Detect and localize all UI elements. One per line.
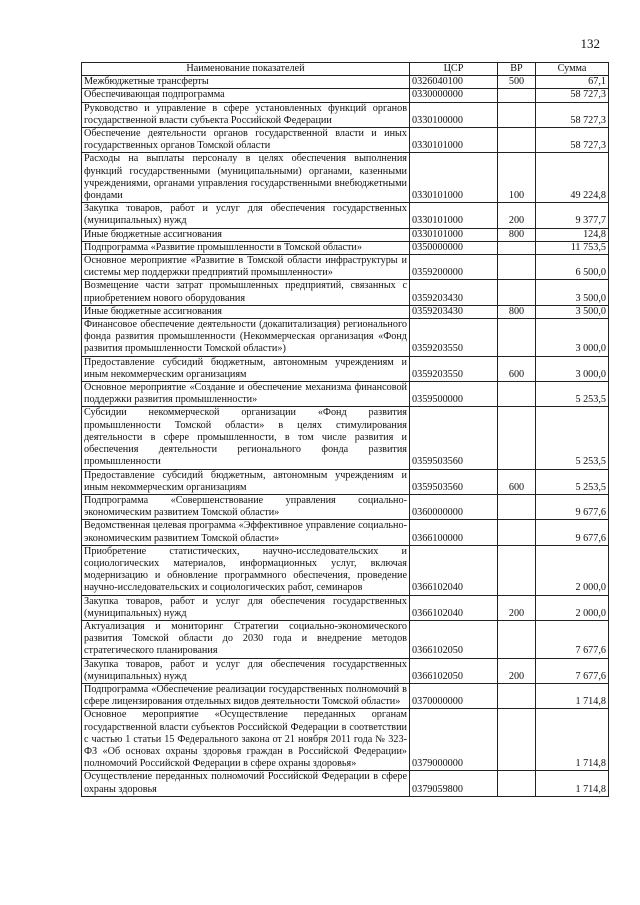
table-row (82, 280, 609, 305)
cell-vr (498, 102, 536, 127)
cell-csr: 0330000000 (410, 89, 498, 102)
table-row (82, 128, 609, 153)
cell-name: Закупка товаров, работ и услуг для обеспечения государственных (муниципальных) нужд (82, 203, 410, 228)
cell-name: Подпрограмма «Обеспечение реализации государственных полномочий в сфере лицензирования отдельных видов деятельности Томской области» (82, 683, 410, 708)
cell-vr (498, 255, 536, 280)
cell-csr: 0360000000 (410, 494, 498, 519)
cell-vr: 200 (498, 595, 536, 620)
cell-vr: 800 (498, 305, 536, 318)
cell-csr: 0359203430 (410, 280, 498, 305)
cell-sum: 11 753,5 (536, 241, 609, 254)
cell-vr (498, 620, 536, 658)
cell-csr: 0330100000 (410, 102, 498, 127)
table-row (82, 469, 609, 494)
table-row (82, 494, 609, 519)
table-row (82, 241, 609, 254)
cell-vr (498, 382, 536, 407)
table-row (82, 595, 609, 620)
cell-vr (498, 520, 536, 545)
cell-sum: 5 253,5 (536, 382, 609, 407)
cell-csr: 0359203430 (410, 305, 498, 318)
cell-csr: 0350000000 (410, 241, 498, 254)
cell-sum: 6 500,0 (536, 255, 609, 280)
cell-name: Финансовое обеспечение деятельности (докапитализация) регионального фонда развития промышленности (Некоммерческая организация «Фонд развития промышленности Томской области») (82, 319, 410, 357)
cell-name: Обеспечение деятельности органов государственной власти и иных государственных органов Томской области (82, 128, 410, 153)
cell-name: Закупка товаров, работ и услуг для обеспечения государственных (муниципальных) нужд (82, 595, 410, 620)
cell-csr: 0366102050 (410, 658, 498, 683)
cell-csr: 0366102040 (410, 595, 498, 620)
cell-csr: 0330101000 (410, 128, 498, 153)
cell-name: Подпрограмма «Совершенствование управления социально-экономическим развитием Томской области» (82, 494, 410, 519)
cell-sum: 7 677,6 (536, 620, 609, 658)
table-row (82, 620, 609, 658)
cell-vr (498, 494, 536, 519)
cell-vr (498, 683, 536, 708)
table-row (82, 203, 609, 228)
cell-sum: 1 714,8 (536, 771, 609, 796)
header-name: Наименование показателей (82, 63, 410, 76)
cell-sum: 58 727,3 (536, 102, 609, 127)
cell-vr (498, 545, 536, 595)
cell-sum: 9 377,7 (536, 203, 609, 228)
cell-vr: 600 (498, 356, 536, 381)
cell-name: Субсидии некоммерческой организации «Фонд развития промышленности Томской области» в целях стимулирования деятельности в сфере промышленности, в том числе развития и обеспечения деятельности регионального фонда развития промышленности (82, 407, 410, 469)
header-sum: Сумма (536, 63, 609, 76)
cell-csr: 0370000000 (410, 683, 498, 708)
cell-sum: 5 253,5 (536, 469, 609, 494)
cell-name: Возмещение части затрат промышленных предприятий, связанных с приобретением нового оборудования (82, 280, 410, 305)
cell-sum: 9 677,6 (536, 494, 609, 519)
cell-sum: 1 714,8 (536, 709, 609, 771)
cell-name: Расходы на выплаты персоналу в целях обеспечения выполнения функций государственными (муниципальными) органами, казенными учреждениями, органами управления государственными внебюджетными фондами (82, 153, 410, 203)
table-row (82, 683, 609, 708)
cell-csr: 0366102040 (410, 545, 498, 595)
cell-csr: 0359500000 (410, 382, 498, 407)
cell-csr: 0359203550 (410, 319, 498, 357)
table-row (82, 102, 609, 127)
table-row (82, 382, 609, 407)
cell-sum: 49 224,8 (536, 153, 609, 203)
cell-name: Межбюджетные трансферты (82, 76, 410, 89)
cell-csr: 0359200000 (410, 255, 498, 280)
cell-vr (498, 319, 536, 357)
table-row (82, 545, 609, 595)
table-row (82, 771, 609, 796)
cell-vr: 200 (498, 658, 536, 683)
cell-name: Обеспечивающая подпрограмма (82, 89, 410, 102)
cell-csr: 0379059800 (410, 771, 498, 796)
cell-vr: 100 (498, 153, 536, 203)
header-row (82, 63, 609, 76)
table-row (82, 407, 609, 469)
cell-csr: 0359203550 (410, 356, 498, 381)
cell-name: Закупка товаров, работ и услуг для обеспечения государственных (муниципальных) нужд (82, 658, 410, 683)
table-row (82, 658, 609, 683)
cell-name: Основное мероприятие «Осуществление переданных органам государственной власти субъектов Российской Федерации в соответствии с частью 1 статьи 15 Федерального закона от 21 ноября 2011 года № 323-ФЗ «Об основах охраны здоровья граждан в Российской Федерации» полномочий Российской Федерации в сфере охраны здоровья» (82, 709, 410, 771)
cell-sum: 7 677,6 (536, 658, 609, 683)
cell-name: Основное мероприятие «Создание и обеспечение механизма финансовой поддержки развития промышленности» (82, 382, 410, 407)
cell-vr (498, 128, 536, 153)
cell-sum: 9 677,6 (536, 520, 609, 545)
cell-csr: 0379000000 (410, 709, 498, 771)
cell-csr: 0359503560 (410, 407, 498, 469)
cell-vr (498, 709, 536, 771)
table-row (82, 709, 609, 771)
cell-sum: 3 000,0 (536, 319, 609, 357)
cell-name: Ведомственная целевая программа «Эффективное управление социально-экономическим развитием Томской области» (82, 520, 410, 545)
cell-vr (498, 280, 536, 305)
table-row (82, 76, 609, 89)
cell-sum: 67,1 (536, 76, 609, 89)
table-row (82, 356, 609, 381)
cell-csr: 0330101000 (410, 228, 498, 241)
cell-name: Основное мероприятие «Развитие в Томской области инфраструктуры и системы мер поддержки предприятий промышленности» (82, 255, 410, 280)
table-body (82, 76, 609, 797)
cell-vr: 500 (498, 76, 536, 89)
page-number: 132 (580, 36, 600, 51)
cell-name: Осуществление переданных полномочий Российской Федерации в сфере охраны здоровья (82, 771, 410, 796)
cell-csr: 0366102050 (410, 620, 498, 658)
table-row (82, 153, 609, 203)
cell-sum: 2 000,0 (536, 545, 609, 595)
cell-vr (498, 89, 536, 102)
cell-vr (498, 241, 536, 254)
budget-table (81, 62, 609, 797)
cell-sum: 3 500,0 (536, 280, 609, 305)
cell-vr (498, 771, 536, 796)
cell-sum: 2 000,0 (536, 595, 609, 620)
cell-vr: 800 (498, 228, 536, 241)
cell-sum: 3 500,0 (536, 305, 609, 318)
cell-sum: 1 714,8 (536, 683, 609, 708)
table-row (82, 89, 609, 102)
cell-sum: 58 727,3 (536, 89, 609, 102)
cell-vr: 600 (498, 469, 536, 494)
cell-sum: 5 253,5 (536, 407, 609, 469)
cell-csr: 0359503560 (410, 469, 498, 494)
cell-vr (498, 407, 536, 469)
cell-sum: 58 727,3 (536, 128, 609, 153)
table-row (82, 305, 609, 318)
cell-name: Иные бюджетные ассигнования (82, 228, 410, 241)
cell-name: Актуализация и мониторинг Стратегии социально-экономического развития Томской области до 2030 года и внедрение методов стратегического планирования (82, 620, 410, 658)
cell-vr: 200 (498, 203, 536, 228)
cell-csr: 0330101000 (410, 153, 498, 203)
header-csr: ЦСР (410, 63, 498, 76)
table-row (82, 520, 609, 545)
cell-name: Приобретение статистических, научно-исследовательских и социологических материалов, информационных услуг, включая модернизацию и обновление программного обеспечения, проведение научно-исследовательских и социологических работ, семинаров (82, 545, 410, 595)
cell-name: Иные бюджетные ассигнования (82, 305, 410, 318)
cell-csr: 0330101000 (410, 203, 498, 228)
cell-sum: 124,8 (536, 228, 609, 241)
header-vr: ВР (498, 63, 536, 76)
table-row (82, 255, 609, 280)
cell-name: Подпрограмма «Развитие промышленности в Томской области» (82, 241, 410, 254)
cell-sum: 3 000,0 (536, 356, 609, 381)
cell-csr: 0326040100 (410, 76, 498, 89)
cell-csr: 0366100000 (410, 520, 498, 545)
table-row (82, 319, 609, 357)
cell-name: Руководство и управление в сфере установленных функций органов государственной власти субъекта Российской Федерации (82, 102, 410, 127)
cell-name: Предоставление субсидий бюджетным, автономным учреждениям и иным некоммерческим организациям (82, 469, 410, 494)
table-row (82, 228, 609, 241)
table-header (82, 63, 609, 76)
cell-name: Предоставление субсидий бюджетным, автономным учреждениям и иным некоммерческим организациям (82, 356, 410, 381)
